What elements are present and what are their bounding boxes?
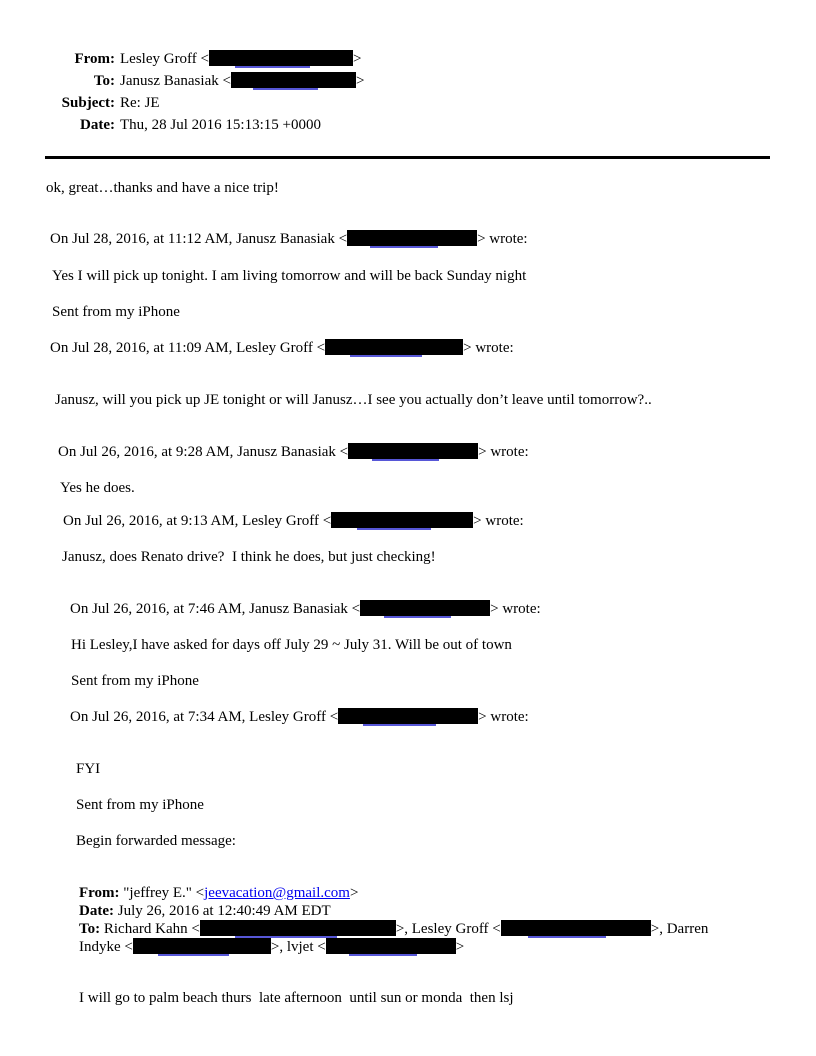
header-row-date — [45, 114, 770, 136]
message-line: Yes he does. — [60, 480, 135, 496]
header-to-value — [120, 70, 364, 92]
redaction-bar — [209, 50, 353, 66]
redaction-bar — [133, 938, 271, 954]
forwarded-date-value: July 26, 2016 at 12:40:49 AM EDT — [113, 903, 331, 919]
quote-suffix: > wrote: — [473, 513, 524, 529]
forwarded-date-line — [79, 902, 776, 920]
forwarded-from-suffix: > — [349, 885, 359, 901]
quote-suffix: > wrote: — [478, 444, 529, 460]
forwarded-to-seg: >, Lesley Groff < — [395, 921, 501, 937]
email-body — [45, 179, 776, 1007]
message-line: Janusz, will you pick up JE tonight or will Janusz…I see you actually don’t leave until tomorrow?.. — [55, 392, 652, 408]
header-date-value: Thu, 28 Jul 2016 15:13:15 +0000 — [120, 117, 321, 133]
forwarded-to-label: To: — [79, 921, 101, 937]
signature-line: Sent from my iPhone — [71, 673, 199, 689]
signature-line: Sent from my iPhone — [52, 304, 180, 320]
quote-attribution-line — [50, 230, 776, 248]
quote-suffix: > wrote: — [478, 709, 529, 725]
header-subject-label: Subject: — [61, 95, 115, 111]
quote-attribution-line — [50, 339, 776, 357]
header-from-suffix: > — [353, 51, 362, 67]
quote-suffix: > wrote: — [490, 601, 541, 617]
quote-prefix: On Jul 26, 2016, at 9:13 AM, Lesley Groff < — [63, 513, 332, 529]
header-to-label: To: — [93, 73, 115, 89]
redaction-bar — [348, 443, 478, 459]
signature-line: Sent from my iPhone — [76, 797, 204, 813]
message-line: Hi Lesley,I have asked for days off July 29 ~ July 31. Will be out of town — [71, 637, 512, 653]
forwarded-to-seg: >, Darren — [650, 921, 709, 937]
forwarded-date-label: Date: — [79, 903, 114, 919]
header-subject-value: Re: JE — [120, 95, 160, 111]
redaction-bar — [326, 938, 456, 954]
forwarded-from-label: From: — [79, 885, 120, 901]
redaction-bar — [200, 920, 396, 936]
redaction-bar — [338, 708, 478, 724]
message-line: I will go to palm beach thurs late afternoon until sun or monda then lsj — [79, 990, 514, 1006]
quote-attribution-line — [63, 512, 776, 530]
quote-attribution-line — [70, 600, 776, 618]
header-date-label: Date: — [80, 117, 115, 133]
header-row-to — [45, 70, 770, 92]
quote-prefix: On Jul 28, 2016, at 11:12 AM, Janusz Banasiak < — [50, 231, 348, 247]
header-divider — [45, 156, 770, 159]
header-from-label: From: — [74, 51, 115, 67]
message-line: ok, great…thanks and have a nice trip! — [46, 180, 279, 196]
forwarded-to-seg: Richard Kahn < — [100, 921, 200, 937]
quote-prefix: On Jul 26, 2016, at 7:34 AM, Lesley Groff < — [70, 709, 339, 725]
redaction-bar — [331, 512, 473, 528]
redaction-bar — [231, 72, 356, 88]
quote-prefix: On Jul 26, 2016, at 7:46 AM, Janusz Banasiak < — [70, 601, 361, 617]
forwarded-to-seg: > — [455, 939, 465, 955]
message-line: Janusz, does Renato drive? I think he does, but just checking! — [62, 549, 436, 565]
forwarded-to-line-2 — [79, 938, 776, 956]
header-row-subject — [45, 92, 770, 114]
forwarded-to-line-1 — [79, 920, 776, 938]
quote-prefix: On Jul 28, 2016, at 11:09 AM, Lesley Groff < — [50, 340, 326, 356]
forwarded-to-seg: >, lvjet < — [270, 939, 326, 955]
header-from-value — [120, 48, 361, 70]
header-to-prefix: Janusz Banasiak < — [120, 73, 231, 89]
message-line: Yes I will pick up tonight. I am living tomorrow and will be back Sunday night — [52, 268, 527, 284]
forwarded-header — [79, 884, 776, 956]
redaction-bar — [360, 600, 490, 616]
email-link[interactable]: jeevacation@gmail.com — [204, 885, 350, 901]
quote-suffix: > wrote: — [463, 340, 514, 356]
redaction-bar — [501, 920, 651, 936]
quote-attribution-line — [58, 443, 776, 461]
redaction-bar — [347, 230, 477, 246]
header-from-prefix: Lesley Groff < — [120, 51, 209, 67]
header-row-from — [45, 48, 770, 70]
quote-suffix: > wrote: — [477, 231, 528, 247]
forwarded-to-seg: Indyke < — [79, 939, 133, 955]
header-to-suffix: > — [355, 73, 365, 89]
quote-prefix: On Jul 26, 2016, at 9:28 AM, Janusz Banasiak < — [58, 444, 349, 460]
forwarded-from-pre: "jeffrey E." < — [119, 885, 205, 901]
forwarded-from-line — [79, 884, 776, 902]
message-line: FYI — [76, 761, 101, 777]
quote-attribution-line — [70, 708, 776, 726]
redaction-bar — [325, 339, 463, 355]
email-header — [45, 0, 770, 136]
forwarded-message-marker: Begin forwarded message: — [76, 833, 236, 849]
